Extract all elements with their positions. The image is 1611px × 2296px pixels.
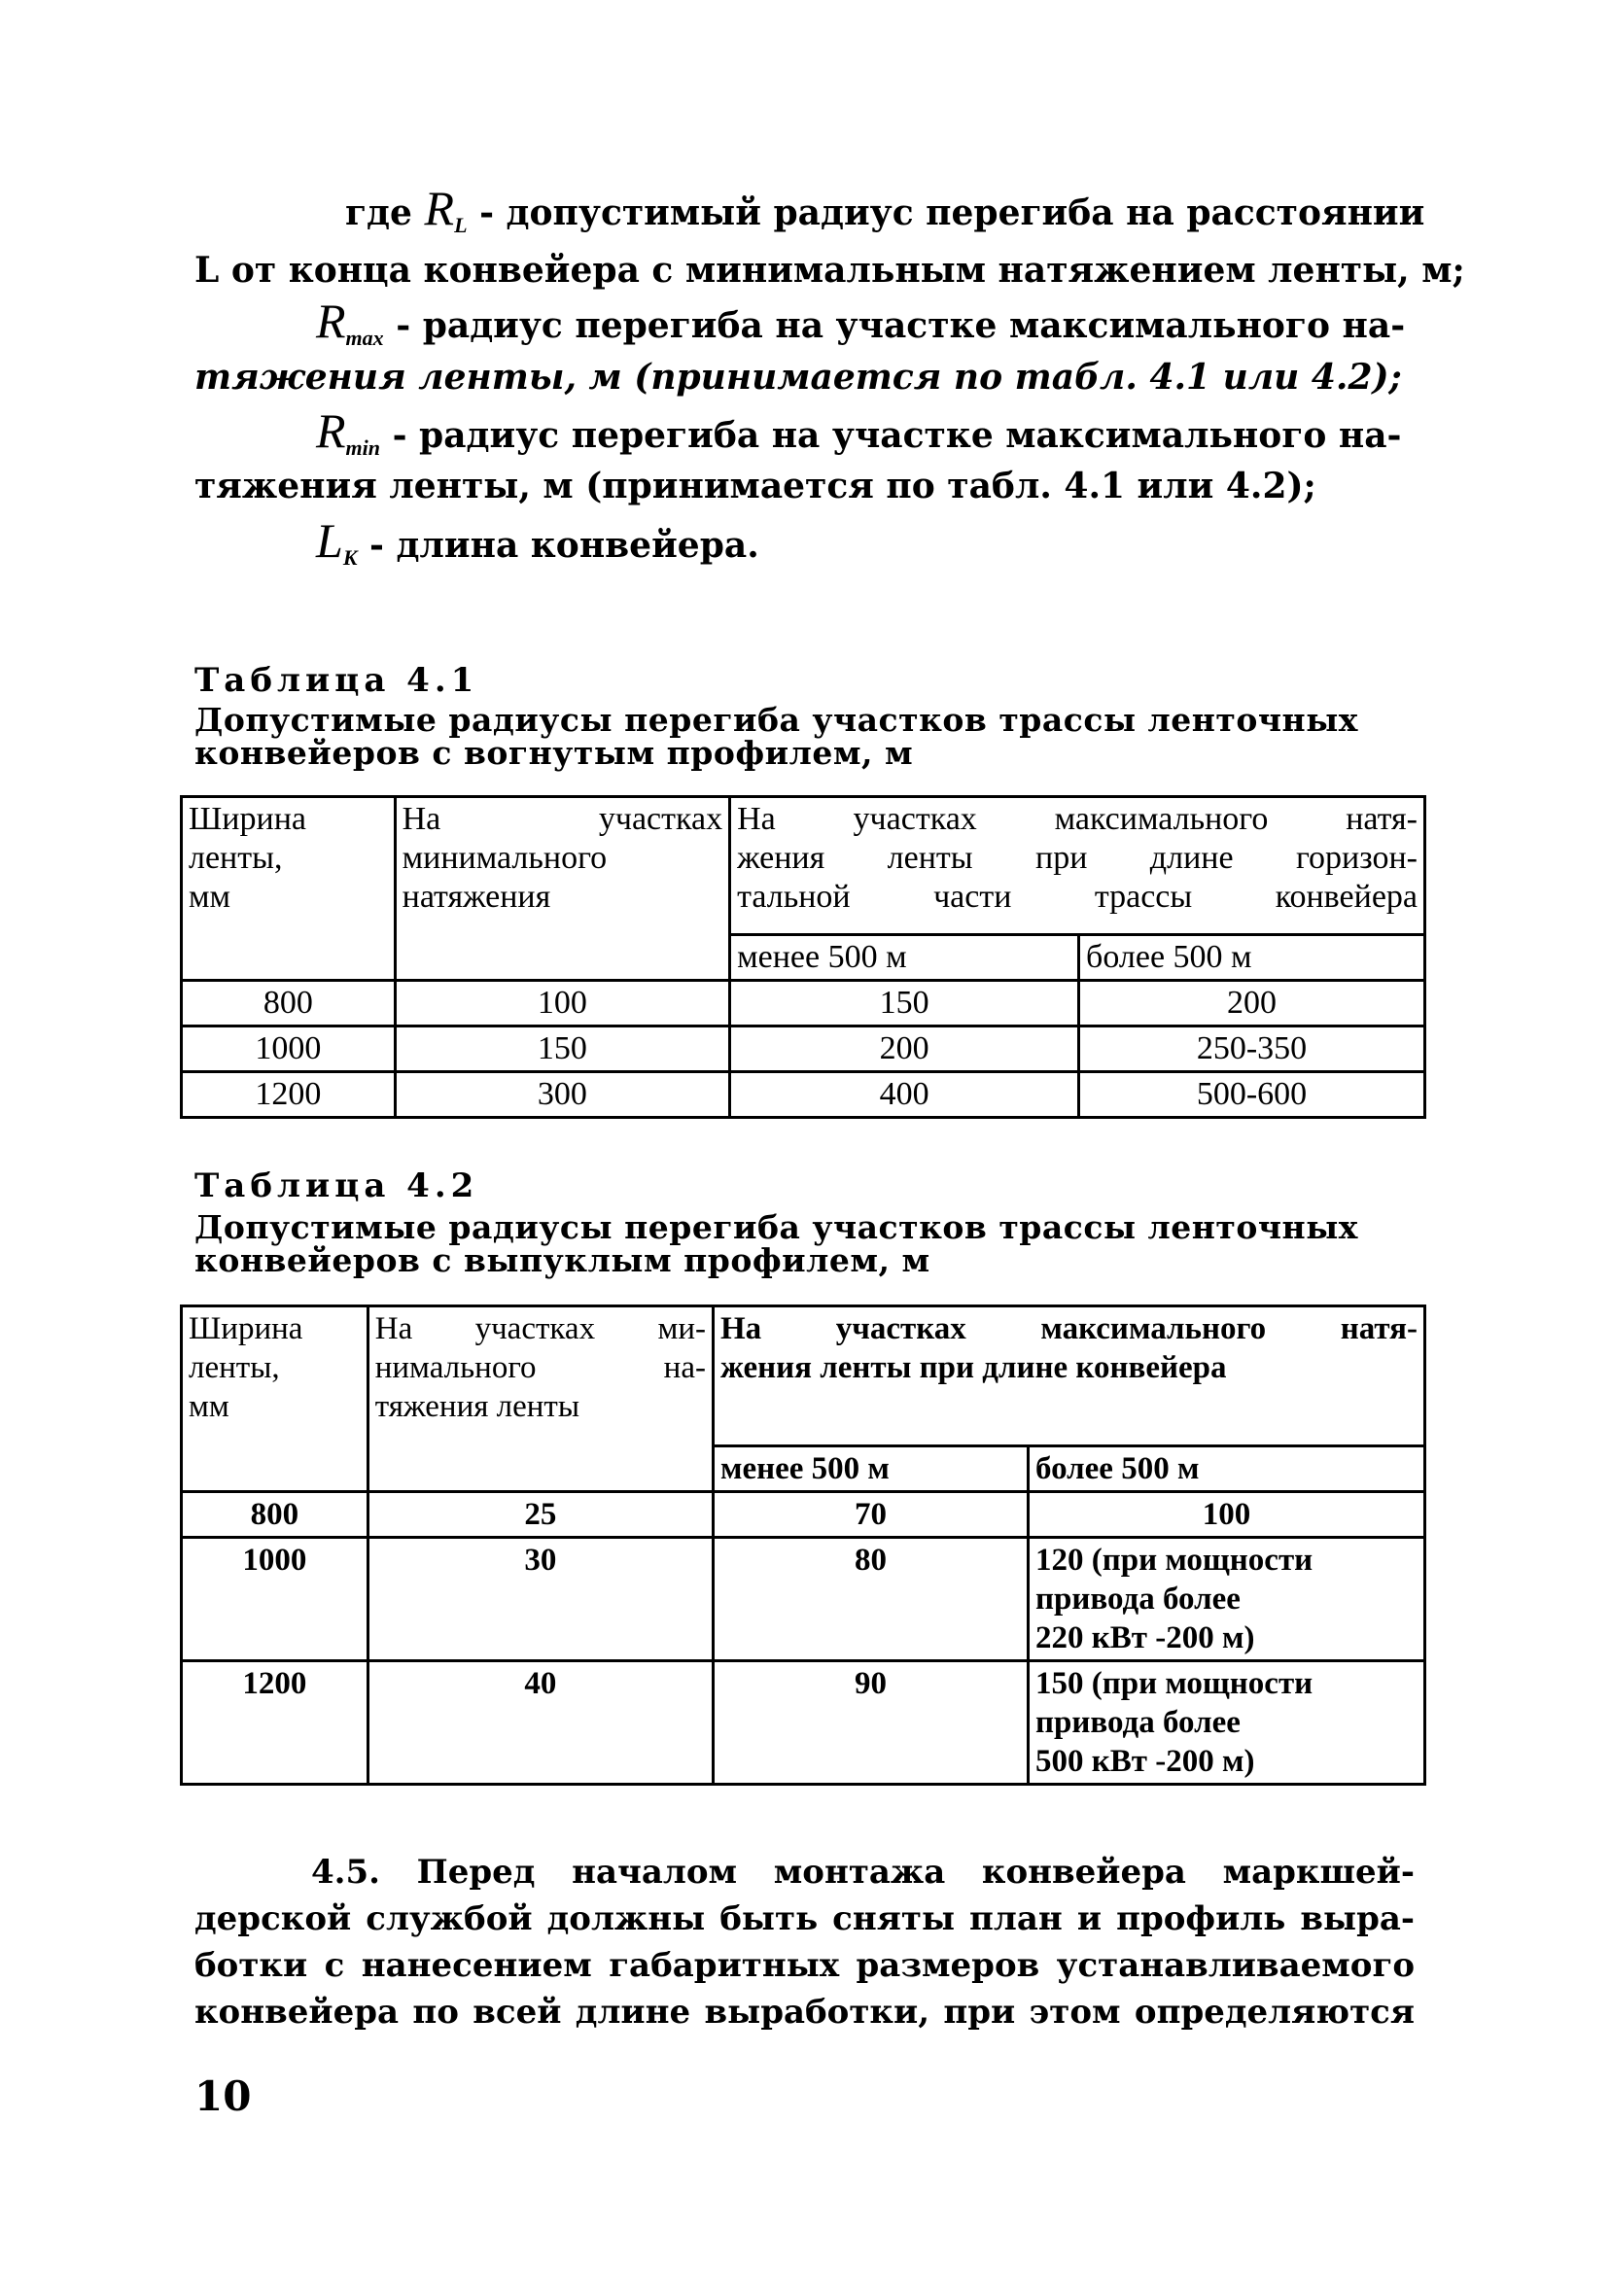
- table1-number: Таблица 4.1: [194, 661, 479, 700]
- def-lk: $L_K$ - длина конвейера.: [316, 513, 759, 570]
- t2-cell: 25: [368, 1492, 713, 1538]
- t1-cell: 800: [182, 981, 396, 1026]
- table1-title-line1: Допустимые радиусы перегиба участков трассы ленточных: [194, 701, 1358, 739]
- t1-cell: 150: [395, 1026, 729, 1072]
- symbol-rl: $R_L$: [424, 181, 468, 237]
- t2-cell: 1200: [182, 1661, 368, 1785]
- t2-head-more: более 500 м: [1029, 1446, 1425, 1492]
- t1-cell: 400: [730, 1072, 1079, 1118]
- def-rmax: $R_{max}$ - радиус перегиба на участке максимального на-: [316, 294, 1406, 350]
- t2-cell: 100: [1029, 1492, 1425, 1538]
- table2-title-line2: конвейеров с выпуклым профилем, м: [194, 1241, 930, 1279]
- t2-head-less: менее 500 м: [713, 1446, 1028, 1492]
- table1-title-line2: конвейеров с вогнутым профилем, м: [194, 734, 914, 772]
- t1-head-less: менее 500 м: [730, 935, 1079, 981]
- t1-head-width: Ширина ленты, мм: [182, 797, 396, 981]
- table-4-2: [180, 1305, 1426, 1786]
- symbol-lk: $L_K$: [316, 513, 358, 570]
- t1-cell: 150: [730, 981, 1079, 1026]
- t2-cell: 80: [713, 1538, 1028, 1661]
- def-rl: где $R_L$ - допустимый радиус перегиба на расстоянии: [345, 181, 1425, 237]
- t2-cell-note: 120 (при мощности привода более 220 кВт -200 м): [1029, 1538, 1425, 1661]
- def-rmax-cont: тяжения ленты, м (принимается по табл. 4.1 или 4.2);: [194, 357, 1402, 398]
- t2-cell-note: 150 (при мощности привода более 500 кВт -200 м): [1029, 1661, 1425, 1785]
- t2-head-max: На участках максимального натя- жения ленты при длине конвейера: [713, 1306, 1424, 1446]
- t2-head-width: Ширина ленты, мм: [182, 1306, 368, 1492]
- t1-cell: 100: [395, 981, 729, 1026]
- t2-cell: 90: [713, 1661, 1028, 1785]
- t1-cell: 200: [1079, 981, 1425, 1026]
- symbol-rmax: $R_{max}$: [316, 294, 384, 350]
- t1-cell: 300: [395, 1072, 729, 1118]
- table2-number: Таблица 4.2: [194, 1166, 479, 1205]
- t1-head-more: более 500 м: [1079, 935, 1425, 981]
- t1-head-min: На участках минимального натяжения: [395, 797, 729, 981]
- t1-cell: 200: [730, 1026, 1079, 1072]
- t2-cell: 30: [368, 1538, 713, 1661]
- t2-cell: 70: [713, 1492, 1028, 1538]
- t1-head-max: На участках максимального натя- жения ленты при длине горизон- тальной части трассы конвейера: [730, 797, 1425, 935]
- page-number: 10: [194, 2072, 252, 2120]
- t2-cell: 40: [368, 1661, 713, 1785]
- table-4-1: [180, 795, 1426, 1119]
- t1-cell: 1200: [182, 1072, 396, 1118]
- def-rl-cont: L от конца конвейера с минимальным натяжением ленты, м;: [194, 250, 1465, 291]
- def-rmin-cont: тяжения ленты, м (принимается по табл. 4.1 или 4.2);: [194, 466, 1316, 506]
- def-rmin: $R_{min}$ - радиус перегиба на участке максимального на-: [316, 403, 1402, 460]
- t1-cell: 1000: [182, 1026, 396, 1072]
- t2-head-min: На участках ми- нимального на- тяжения ленты: [368, 1306, 713, 1492]
- symbol-rmin: $R_{min}$: [316, 403, 381, 460]
- t1-cell: 250-350: [1079, 1026, 1425, 1072]
- t2-cell: 800: [182, 1492, 368, 1538]
- table2-title-line1: Допустимые радиусы перегиба участков трассы ленточных: [194, 1208, 1358, 1246]
- t1-cell: 500-600: [1079, 1072, 1425, 1118]
- paragraph-4-5: 4.5. Перед началом монтажа конвейера маркшей- дерской службой должны быть сняты план и профиль выра- ботки с нанесением габаритных размеров устанавливаемого конвейера по всей длине выработки, при этом определяются: [194, 1853, 1415, 2032]
- t2-cell: 1000: [182, 1538, 368, 1661]
